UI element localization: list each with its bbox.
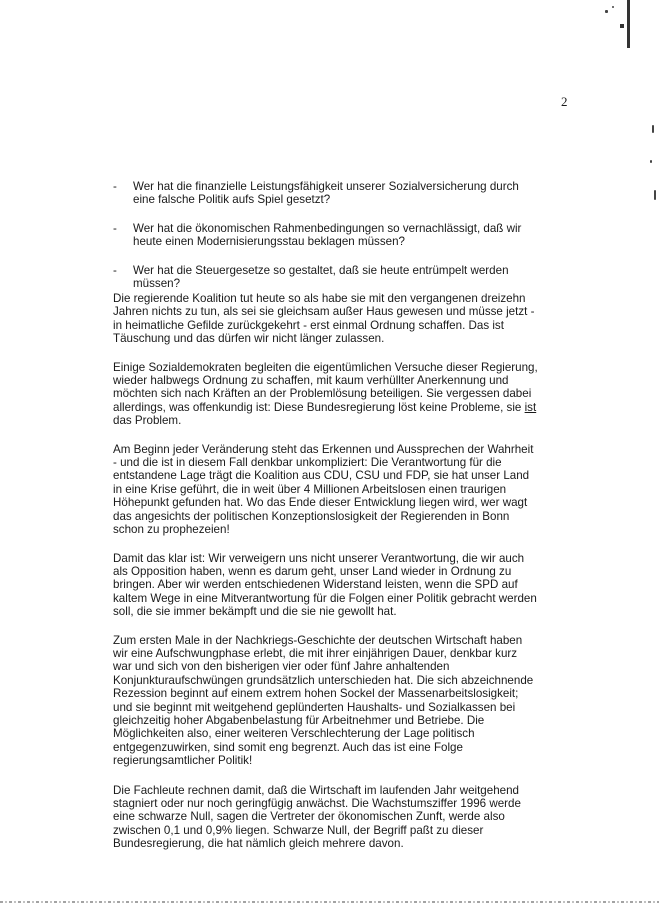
scan-mark-top-right [627,0,630,48]
paragraph-text: Einige Sozialdemokraten begleiten die eigentümlichen Versuche dieser Regierung, wieder halbwegs Ordnung zu schaffen, mit kaum verhüllter Anerkennung und möchten sich nach Kräften an der Problemlösung beteiligen. Sie vergessen dabei allerdings, was offenkundig ist: Diese Bundesregierung löst keine Probleme, sie [113,360,538,414]
paragraph-text: das Problem. [113,414,182,428]
paragraph-responsibility: Damit das klar ist: Wir verweigern uns nicht unserer Verantwortung, die wir auch als Opposition haben, wenn es darum geht, unser Land wieder in Ordnung zu bringen. Aber wir werden entschiedenen Widerstand leisten, wenn die SPD auf kaltem Wege in eine Mitverantwortung für die Folgen einer Politik gebracht werden soll, die sie immer bekämpft und die sie nie gewollt hat. [113,551,537,619]
bullet-dash: - [113,263,117,277]
list-item-text: Wer hat die Steuergesetze so gestaltet, daß sie heute entrümpelt werden müssen? [133,263,509,291]
paragraph-truth: Am Beginn jeder Veränderung steht das Erkennen und Aussprechen der Wahrheit - und die ist in diesem Fall denkbar unkompliziert: Die Verantwortung für die entstandene Lage trägt die Koalition aus CDU, CSU und FDP, sie hat unser Land in eine Krise geführt, die in weit über 4 Millionen Arbeitslosen einen traurigen Höhepunkt gefunden hat. Wo das Ende dieser Entwicklung liegen wird, wer wagt das angesichts der politischen Konzeptionslosigkeit der Regierenden in Bonn schon zu prophezeien! [113,442,534,537]
scan-speck [650,160,652,163]
scan-speck [605,10,608,13]
emphasis-underlined: ist [524,400,537,414]
question-list [113,180,533,305]
body-text [113,292,538,867]
list-item-text: Wer hat die finanzielle Leistungsfähigkeit unserer Sozialversicherung durch eine falsche Politik aufs Spiel gesetzt? [133,180,519,207]
scan-speck [654,190,656,200]
paragraph-coalition: Die regierende Koalition tut heute so als habe sie mit den vergangenen dreizehn Jahren nichts zu tun, als sei sie gleichsam außer Haus gewesen und müsse jetzt - in heimatliche Gefilde zurückgekehrt - erst einmal Ordnung schaffen. Das ist Täuschung und das dürfen wir nicht länger zulassen. [113,292,535,346]
bullet-dash: - [113,180,117,193]
paragraph-social-democrats [113,361,538,428]
scan-speck [612,6,614,8]
list-item-text: Wer hat die ökonomischen Rahmenbedingungen so vernachlässigt, daß wir heute einen Modernisierungsstau beklagen müssen? [133,221,522,249]
page-number: 2 [561,94,568,109]
paragraph-economy: Zum ersten Male in der Nachkriegs-Geschichte der deutschen Wirtschaft haben wir eine Aufschwungphase erlebt, die mit ihrer einjährigen Dauer, denkbar kurz war und sich von den bisherigen vier oder fünf Jahre anhaltenden Konjunkturaufschwüngen grundsätzlich unterschieden hat. Die sich abzeichnende Rezession beginnt auf einem extrem hohen Sockel der Massenarbeitslosigkeit; und sie beginnt mit weitgehend geplünderten Haushalts- und Sozialkassen bei gleichzeitig hoher Abgabenbelastung für Arbeitnehmer und Betriebe. Die Möglichkeiten also, einer weiteren Verschlechterung der Lage politisch entgegenzuwirken, sind somit eng begrenzt. Auch das ist eine Folge regierungsamtlicher Politik! [113,633,534,768]
paragraph-growth: Die Fachleute rechnen damit, daß die Wirtschaft im laufenden Jahr weitgehend stagniert oder nur noch geringfügig anwächst. Die Wachstumsziffer 1996 werde eine schwarze Null, sagen die Vertreter der ökonomischen Zunft, werde also zwischen 0,1 und 0,9% liegen. Schwarze Null, der Begriff paßt zu dieser Bundesregierung, die hat nämlich gleich mehrere davon. [113,783,521,851]
scan-mark-top-right-2 [620,24,624,28]
scan-edge-line [0,901,659,903]
scan-speck [652,125,654,133]
bullet-dash: - [113,221,117,235]
list-item [113,222,533,249]
list-item [113,264,533,291]
list-item [113,180,533,207]
